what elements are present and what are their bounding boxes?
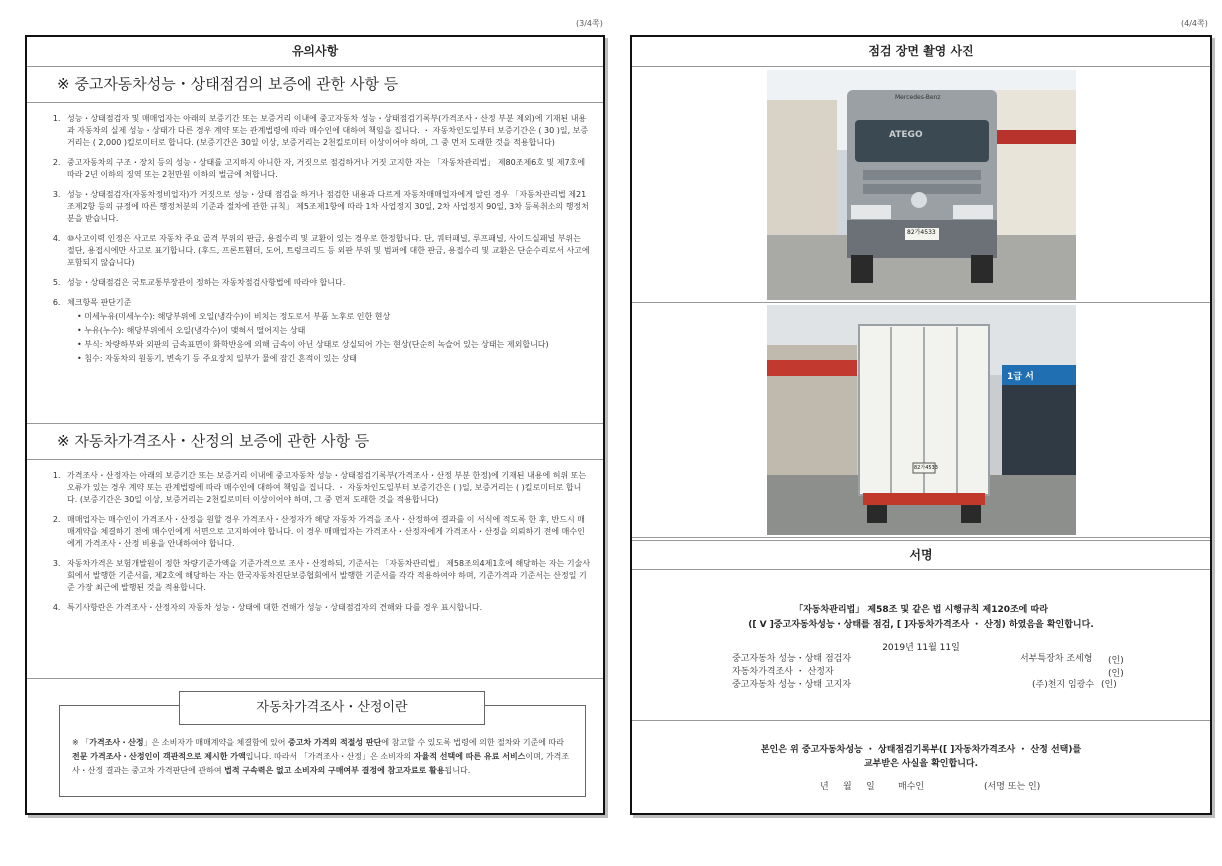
price-section-title: ※ 자동차가격조사・산정의 보증에 관한 사항 등	[27, 424, 603, 460]
windshield-text: ATEGO	[889, 130, 923, 140]
signer-seal: (인)	[1108, 669, 1124, 679]
front-plate: 82가4533	[907, 229, 936, 236]
confirm-date: 년 월 일	[820, 782, 875, 792]
note-emphasis: 중고차 가격의 적절성 판단	[288, 738, 382, 747]
list-item: 1. 가격조사・산정자는 아래의 보증기간 또는 보증거리 이내에 중고자동차 성능・상태점검기록부(가격조사・산정 부분 한정)에 기재된 내용에 허위 또는 오류가 있는 경우 계약 또는 관계법령에 따라 매수인에 대하여 책임을 집니다. ・ 자동차인도일부터 보증기간은 ( )일, 보증거리는 ( )킬로미터로 합니다. (보증기간은 30일 이상, 보증거리는 2천킬로미터 이상이어야 하며, 그 중 먼저 도래한 것을 적용합니다)	[63, 470, 591, 506]
truck-front-image	[767, 70, 1076, 300]
criteria-item: • 부식: 차량하부와 외판의 금속표면이 화학반응에 의해 금속이 아닌 상태로 상실되어 가는 현상(단순히 녹슬어 있는 상태는 제외합니다)	[77, 340, 549, 349]
signer-role: 중고자동차 성능・상태 고지자	[732, 680, 852, 690]
list-item: 3. 자동차가격은 보험개발원이 정한 차량기준가액을 기준가격으로 조사・산정하되, 기준서는 「자동차관리법」 제58조의4제1호에 해당하는 자는 기술사회에서 발행한 기준서를, 제2호에 해당하는 자는 한국자동차진단보증협회에서 발행한 기준서를 각각 적용하여야 하며, 기준가격과 기준서는 산정일 기준 가장 최근에 발행된 것을 적용합니다.	[63, 558, 591, 594]
list-item: 5. 성능・상태점검은 국토교통부장관이 정하는 자동차점검사항법에 따라야 합니다.	[63, 277, 591, 289]
signer-role: 자동차가격조사 ・ 산정자	[732, 667, 834, 677]
sign-divider	[632, 720, 1210, 721]
list-item: 1. 성능・상태점검자 및 매매업자는 아래의 보증기간 또는 보증거리 이내에 중고자동차 성능・상태점검기록부(가격조사・산정 부분 제외)에 기재된 내용과 자동차의 실제 성능・상태가 다른 경우 계약 또는 관계법령에 따라 매수인에 대하여 책임을 집니다. ・ 자동차인도일부터 보증기간은 ( 30 )일, 보증거리는 ( 2,000 )킬로미터로 합니다. (보증기간은 30일 이상, 보증거리는 2천킬로미터 이상이어야 하며, 그 중 먼저 도래한 것을 적용합니다)	[63, 113, 591, 149]
photo-sign-panel	[630, 35, 1212, 815]
page-number-right: (4/4쪽)	[1181, 19, 1208, 28]
warranty-list	[27, 103, 603, 423]
list-item: 2. 중고자동차의 구조・장치 등의 성능・상태를 고지하지 아니한 자, 거짓으로 점검하거나 거짓 고지한 자는 「자동차관리법」 제80조제6호 및 제7호에 따라 2년 이하의 징역 또는 2천만원 이하의 벌금에 처합니다.	[63, 157, 591, 181]
photo-divider	[632, 537, 1210, 538]
note-text: 됩니다.	[444, 766, 471, 775]
photo-divider	[632, 302, 1210, 303]
signer-seal: (인)	[1108, 656, 1124, 666]
notice-panel	[25, 35, 605, 815]
notice-header: 유의사항	[27, 37, 603, 67]
list-item	[63, 297, 591, 365]
note-area	[27, 679, 603, 819]
criteria-item: • 침수: 자동차의 원동기, 변속기 등 주요장치 일부가 물에 잠긴 흔적이 있는 상태	[77, 354, 358, 363]
signer-name: 서부특장차 조세형	[1020, 654, 1093, 664]
buyer-seal: (서명 또는 인)	[984, 782, 1041, 792]
list-item: 2. 매매업자는 매수인이 가격조사・산정을 원할 경우 가격조사・산정자가 해당 자동차 가격을 조사・산정하여 결과를 이 서식에 적도록 한 후, 반드시 매매계약을 체결하기 전에 매수인에게 서면으로 고지하여야 합니다. 이 경우 매매업자는 가격조사・산정자에게 가격조사・산정을 의뢰하기 전에 매수인에게 가격조사・산정 비용을 안내하여야 합니다.	[63, 514, 591, 550]
note-text: 에 참고할 수 있도록 법령에 의한 절차와 기준에 따라	[381, 738, 565, 747]
note-text: ※ 「	[72, 738, 90, 747]
brand-text: Mercedes-Benz	[895, 94, 941, 101]
list-item: 4. ⑩사고이력 인정은 사고로 자동차 주요 골격 부위의 판금, 용접수리 및 교환이 있는 경우로 한정합니다. 단, 쿼터패널, 루프패널, 사이드실패널 부위는 절단, 용접시에만 사고로 표기합니다. (후드, 프론트휀더, 도어, 트렁크리드 등 외판 부위 및 범퍼에 대한 판금, 용접수리 및 교환은 단순수리로서 사고에 포함되지 않습니다)	[63, 233, 591, 269]
page-number-left: (3/4쪽)	[576, 19, 603, 28]
note-text: 이며, 가격조사・산정 결과는 중고차 가격판단에 관하여	[72, 752, 570, 775]
list-item: 4. 특기사항란은 가격조사・산정자의 자동차 성능・상태에 대한 견해가 성능・상태점검자의 견해와 다를 경우 표시합니다.	[63, 602, 591, 614]
sign-statement	[632, 602, 1210, 653]
truck-front-photo	[767, 70, 1076, 300]
signer-role: 중고자동차 성능・상태 점검자	[732, 654, 852, 664]
note-emphasis: 자율적 선택에 따른 유료 서비스	[413, 752, 526, 761]
warranty-section-title: ※ 중고자동차성능・상태점검의 보증에 관한 사항 등	[27, 67, 603, 103]
truck-rear-photo	[767, 305, 1076, 535]
sign-line-1: 「자동차관리법」 제58조 및 같은 법 시행규칙 제120조에 따라	[794, 605, 1048, 615]
signer-name: (주)천지 임광수	[1032, 680, 1095, 690]
buyer-label: 매수인	[898, 782, 925, 792]
note-emphasis: 법적 구속력은 없고 소비자의 구매여부 결정에 참고자료로 활용	[224, 766, 445, 775]
confirm-line-1: 본인은 위 중고자동차성능 ・ 상태점검기록부([ ]자동차가격조사 ・ 산정 선택)를	[760, 745, 1082, 755]
signer-seal: (인)	[1101, 680, 1117, 690]
sign-date: 2019년 11월 11일	[882, 643, 960, 653]
sign-header: 서명	[632, 540, 1210, 570]
price-note-title: 자동차가격조사・산정이란	[179, 691, 485, 725]
note-emphasis: 전문 가격조사・산정인이 객관적으로 제시한 가액	[72, 752, 246, 761]
sign-line-2: ([ V ]중고자동차성능・상태를 점검, [ ]자동차가격조사 ・ 산정) 하였음을 확인합니다.	[748, 620, 1094, 630]
note-emphasis: 가격조사・산정	[89, 738, 144, 747]
buyer-confirmation	[632, 742, 1210, 769]
confirm-line-2: 교부받은 사실을 확인합니다.	[863, 759, 978, 769]
list-item: 3. 성능・상태점검자(자동차정비업자)가 거짓으로 성능・상태 점검을 하거나 점검한 내용과 다르게 자동차매매업자에게 알린 경우 「자동차관리법 제21조제2항 등의 규정에 따른 행정처분의 기준과 절차에 관한 규칙」 제5조제1항에 따라 1차 사업정지 30일, 2차 사업정지 90일, 3차 등록취소의 행정처분을 받습니다.	[63, 189, 591, 225]
truck-rear-image	[767, 305, 1076, 535]
photo-header: 점검 장면 촬영 사진	[632, 37, 1210, 67]
criteria-item: • 미세누유(미세누수): 해당부위에 오일(냉각수)이 비치는 정도로서 부품 노후로 인한 현상	[77, 312, 391, 321]
note-text: 입니다. 따라서 「가격조사・산정」은 소비자의	[245, 752, 414, 761]
note-text: 」은 소비자가 매매계약을 체결함에 있어	[143, 738, 288, 747]
shop-sign-text: 1급 서	[1007, 372, 1034, 382]
criteria-list	[67, 311, 591, 365]
criteria-label: 체크항목 판단기준	[67, 298, 132, 307]
rear-plate: 82가4533	[914, 465, 938, 471]
price-warranty-list	[27, 460, 603, 678]
criteria-item: • 누유(누수): 해당부위에서 오일(냉각수)이 맺혀서 떨어지는 상태	[77, 326, 306, 335]
